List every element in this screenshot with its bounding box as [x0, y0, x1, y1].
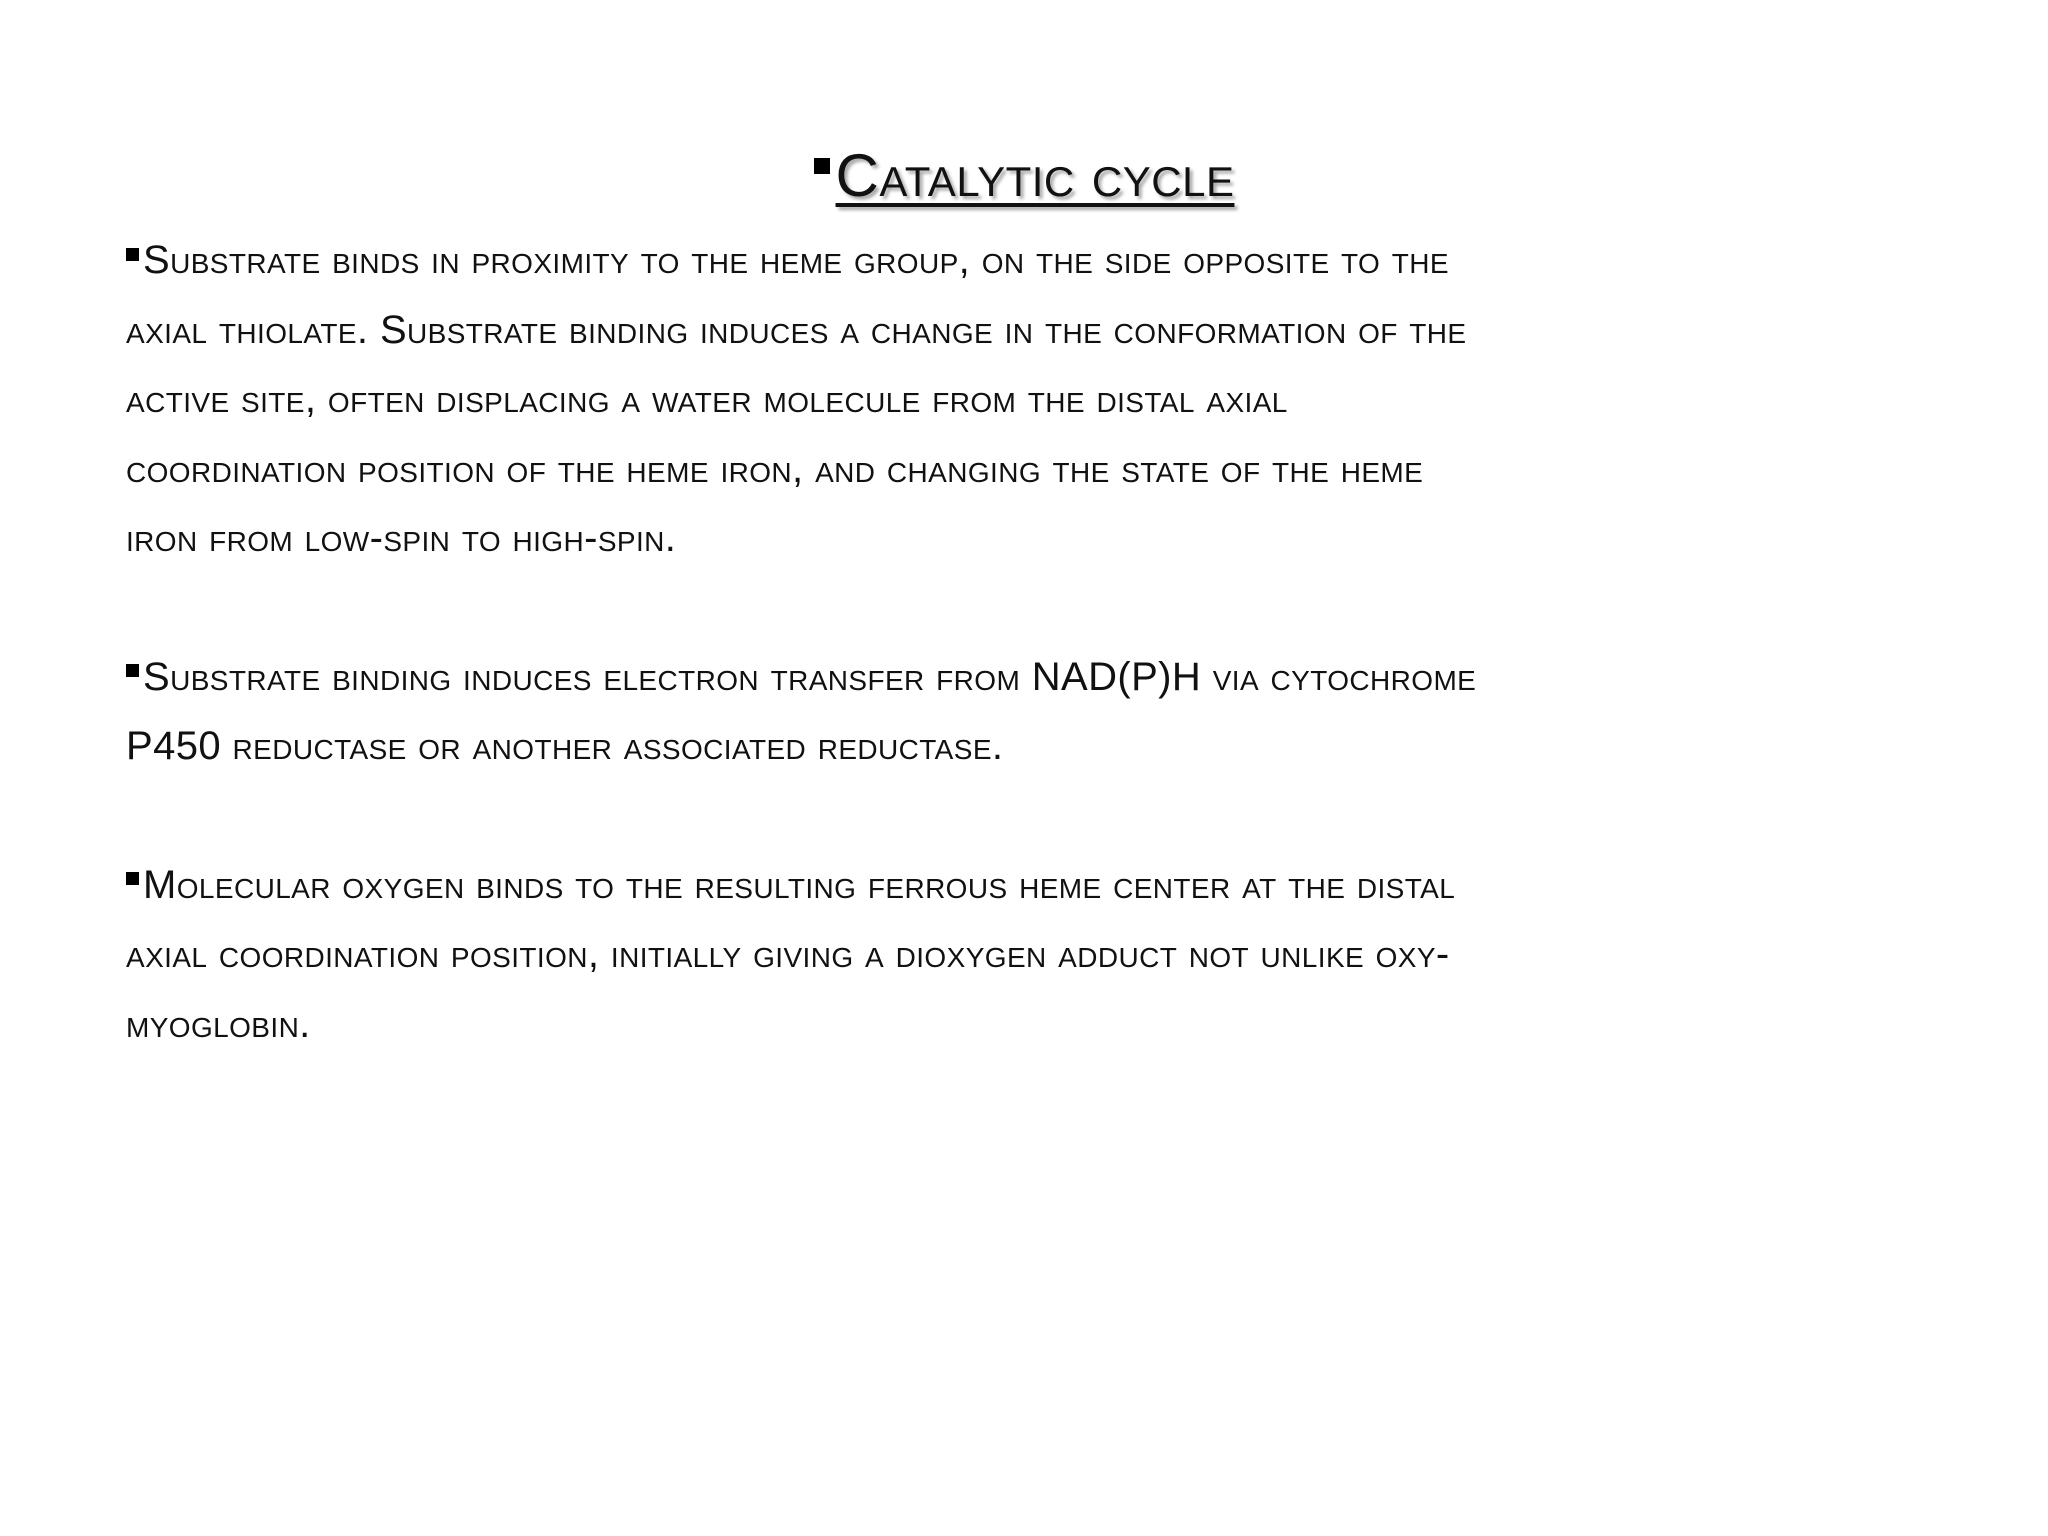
paragraph-line-text: Substrate binds in proximity to the heme group, on the side opposite to the [143, 238, 1449, 282]
slide-title [814, 136, 1235, 216]
paragraph-line: axial thiolate. Substrate binding induces a change in the conformation of the [126, 307, 1467, 352]
paragraph-line [126, 851, 1906, 921]
paragraph-line: myoglobin. [126, 1001, 311, 1046]
paragraph-line-text: Substrate binding induces electron transfer from NAD(P)H via cytochrome [143, 654, 1477, 699]
slide-title-text: Catalytic cycle [835, 142, 1235, 209]
bullet-paragraph-electron-transfer [126, 643, 1906, 782]
paragraph-line [126, 643, 1906, 713]
paragraph-line [126, 226, 1906, 296]
square-bullet-icon [126, 664, 139, 677]
slide-body [126, 226, 1906, 1059]
paragraph-line: P450 reductase or another associated reductase. [126, 724, 1004, 768]
paragraph-line: axial coordination position, initially giving a dioxygen adduct not unlike oxy- [126, 932, 1450, 976]
paragraph-line-text: Molecular oxygen binds to the resulting ferrous heme center at the distal [143, 862, 1456, 907]
square-bullet-icon [814, 158, 830, 174]
square-bullet-icon [126, 872, 139, 885]
paragraph-line: active site, often displacing a water molecule from the distal axial [126, 377, 1288, 421]
bullet-paragraph-substrate-binding [126, 226, 1906, 574]
square-bullet-icon [126, 248, 139, 261]
title-row [0, 136, 2048, 216]
paragraph-line: iron from low-spin to high-spin. [126, 516, 677, 560]
paragraph-line: coordination position of the heme iron, and changing the state of the heme [126, 446, 1424, 491]
bullet-paragraph-oxygen-binding [126, 851, 1906, 1060]
